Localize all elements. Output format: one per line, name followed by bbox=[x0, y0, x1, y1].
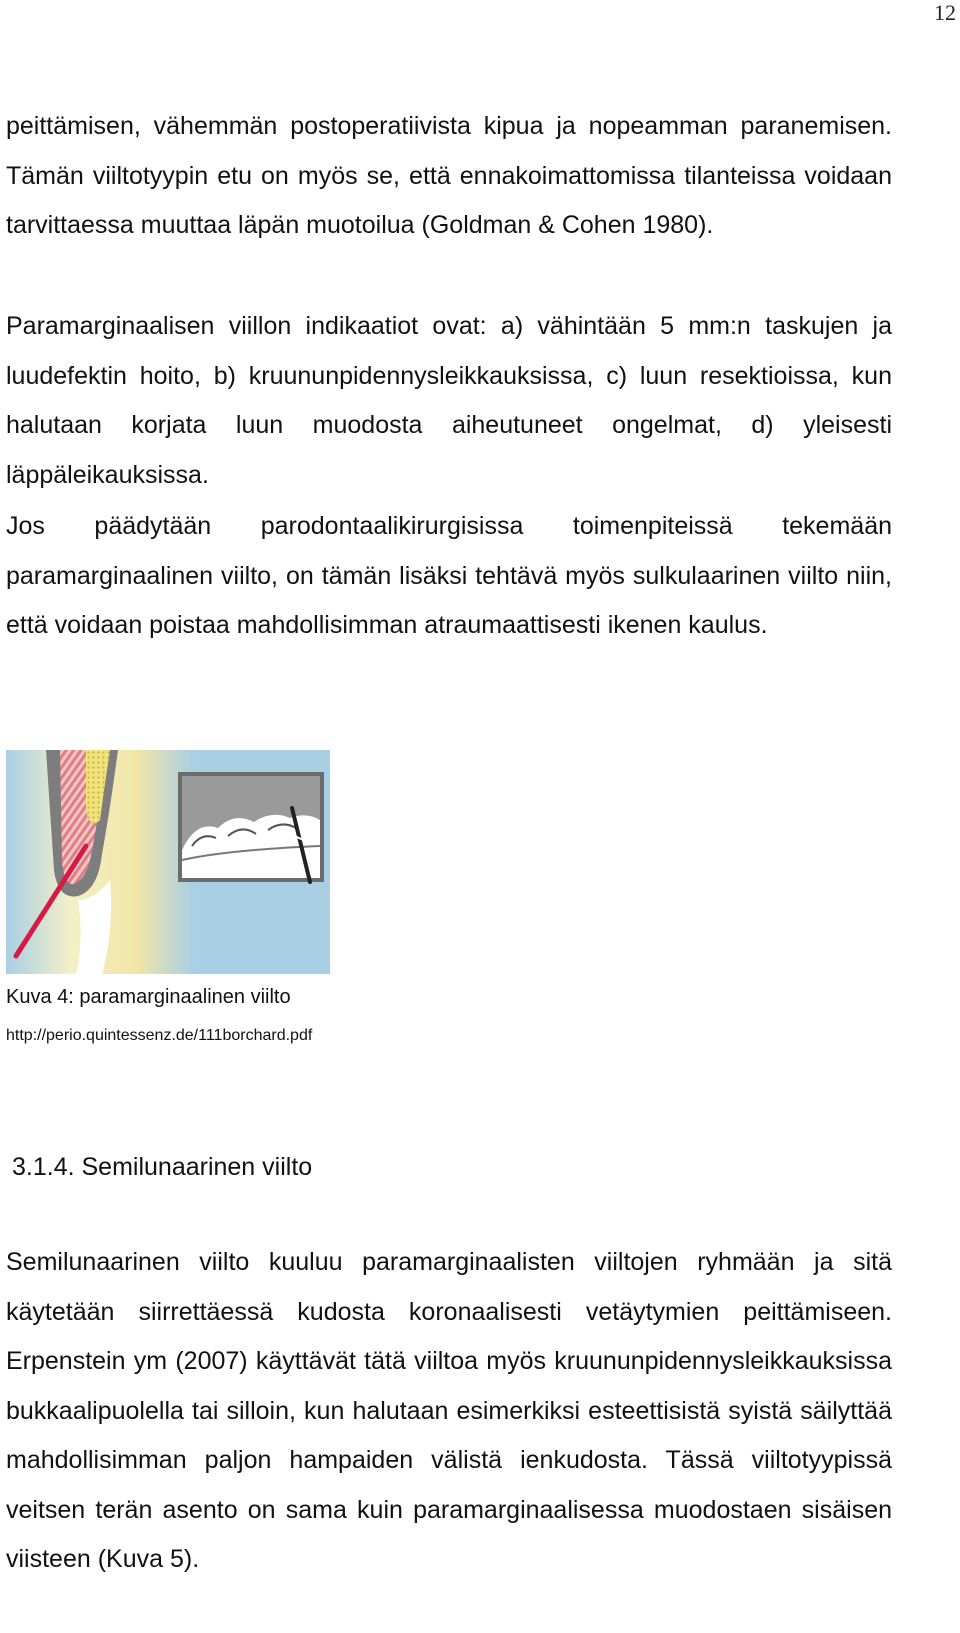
paragraph-3: Jos päädytään parodontaalikirurgisissa toimenpiteissä tekemään paramarginaalinen viilto, on tämän lisäksi tehtävä myös sulkulaarinen viilto niin, että voidaan poistaa mahdollisimman atraumaattisesti ikenen kaulus. bbox=[6, 512, 892, 639]
paragraph-1: peittämisen, vähemmän postoperatiivista kipua ja nopeamman paranemisen. Tämän viiltotyypin etu on myös se, että ennakoimattomissa tilanteissa voidaan tarvittaessa muuttaa läpän muotoilua (Goldman & Cohen 1980). bbox=[6, 112, 892, 239]
section-heading: 3.1.4. Semilunaarinen viilto bbox=[12, 1153, 313, 1181]
paramarginal-incision-illustration bbox=[6, 750, 330, 974]
paragraph-4: Semilunaarinen viilto kuuluu paramarginaalisten viiltojen ryhmään ja sitä käytetään siirrettäessä kudosta koronaalisesti vetäytymien peittämiseen. Erpenstein ym (2007) käyttävät tätä viiltoa myös kruununpidennysleikkauksissa bukkaalipuolella tai silloin, kun halutaan esimerkiksi esteettisistä syistä säilyttää mahdollisimman paljon hampaiden välistä ienkudosta. Tässä viiltotyypissä veitsen terän asento on sama kuin paramarginaalisessa muodostaen sisäisen viisteen (Kuva 5). bbox=[6, 1248, 892, 1573]
paragraph-2: Paramarginaalisen viillon indikaatiot ovat: a) vähintään 5 mm:n taskujen ja luudefektin hoito, b) kruununpidennysleikkauksissa, c) luun resektioissa, kun halutaan korjata luun muodosta aiheutuneet ongelmat, d) yleisesti läppäleikauksissa. bbox=[6, 312, 892, 489]
figure-caption: Kuva 4: paramarginaalinen viilto bbox=[6, 986, 291, 1008]
figure-source-url: http://perio.quintessenz.de/111borchard.pdf bbox=[6, 1027, 313, 1044]
page-number: 12 bbox=[934, 0, 956, 25]
